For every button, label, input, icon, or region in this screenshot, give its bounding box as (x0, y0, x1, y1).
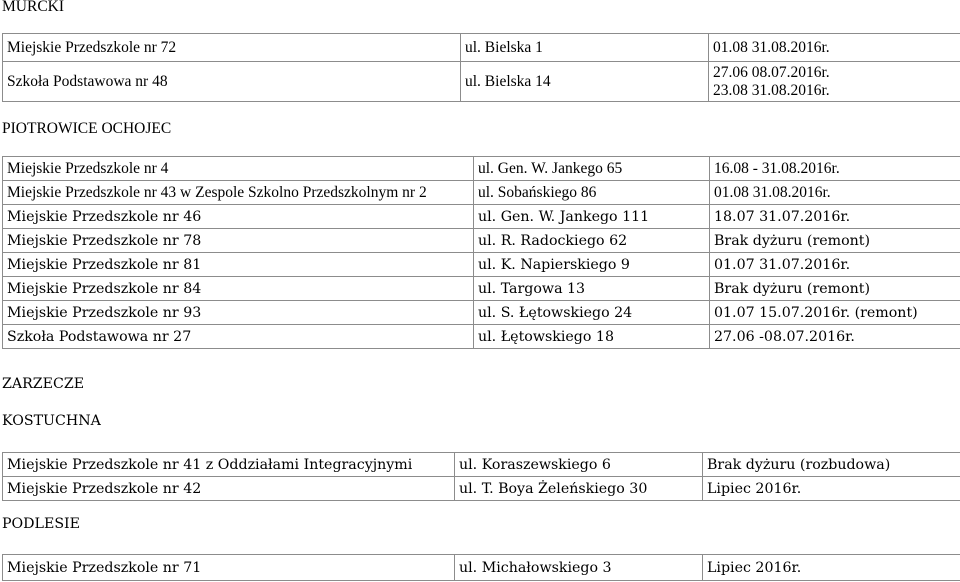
table-podlesie (2, 554, 960, 581)
address: ul. Bielska 1 (461, 34, 709, 62)
duty-period: 16.08 - 31.08.2016r. (710, 157, 960, 181)
institution-name: Miejskie Przedszkole nr 71 (3, 555, 455, 581)
section-title-zarzecze: ZARZECZE (2, 376, 85, 392)
table-row (3, 301, 960, 325)
address: ul. T. Boya Żeleńskiego 30 (455, 477, 703, 501)
address: ul. Gen. W. Jankego 111 (474, 205, 710, 229)
duty-period: Brak dyżuru (remont) (710, 277, 960, 301)
table-kostuchna (2, 452, 960, 501)
institution-name: Miejskie Przedszkole nr 4 (3, 157, 474, 181)
duty-period: 27.06 -08.07.2016r. (710, 325, 960, 349)
table-piotrowice-ochojec (2, 156, 960, 349)
duty-period-line: 23.08 31.08.2016r. (713, 81, 830, 99)
table-row (3, 62, 960, 102)
institution-name: Miejskie Przedszkole nr 43 w Zespole Szkolno Przedszkolnym nr 2 (3, 181, 474, 205)
duty-period-line: 27.06 08.07.2016r. (713, 63, 830, 81)
table-row (3, 229, 960, 253)
duty-period: 01.07 15.07.2016r. (remont) (710, 301, 960, 325)
address: ul. Koraszewskiego 6 (455, 453, 703, 477)
address: ul. R. Radockiego 62 (474, 229, 710, 253)
address: ul. Sobańskiego 86 (474, 181, 710, 205)
table-row (3, 181, 960, 205)
institution-name: Szkoła Podstawowa nr 48 (3, 62, 461, 102)
institution-name: Szkoła Podstawowa nr 27 (3, 325, 474, 349)
table-murcki (2, 33, 960, 102)
table-row (3, 277, 960, 301)
table-row (3, 253, 960, 277)
duty-period: 01.08 31.08.2016r. (709, 34, 960, 62)
duty-period: Lipiec 2016r. (703, 555, 960, 581)
address: ul. S. Łętowskiego 24 (474, 301, 710, 325)
address: ul. Łętowskiego 18 (474, 325, 710, 349)
duty-period: 01.07 31.07.2016r. (710, 253, 960, 277)
institution-name: Miejskie Przedszkole nr 41 z Oddziałami Integracyjnymi (3, 453, 455, 477)
table-row (3, 453, 960, 477)
duty-period: 01.08 31.08.2016r. (710, 181, 960, 205)
institution-name: Miejskie Przedszkole nr 72 (3, 34, 461, 62)
section-title-podlesie: PODLESIE (2, 516, 81, 532)
table-row (3, 157, 960, 181)
address: ul. Bielska 14 (461, 62, 709, 102)
institution-name: Miejskie Przedszkole nr 42 (3, 477, 455, 501)
duty-period (709, 62, 960, 102)
institution-name: Miejskie Przedszkole nr 81 (3, 253, 474, 277)
table-row (3, 555, 960, 581)
section-title-murcki: MURCKI (2, 0, 65, 15)
table-row (3, 205, 960, 229)
section-title-piotrowice-ochojec: PIOTROWICE OCHOJEC (2, 120, 172, 137)
address: ul. Targowa 13 (474, 277, 710, 301)
duty-period: 18.07 31.07.2016r. (710, 205, 960, 229)
institution-name: Miejskie Przedszkole nr 84 (3, 277, 474, 301)
duty-period: Brak dyżuru (remont) (710, 229, 960, 253)
address: ul. K. Napierskiego 9 (474, 253, 710, 277)
institution-name: Miejskie Przedszkole nr 46 (3, 205, 474, 229)
section-title-kostuchna: KOSTUCHNA (2, 413, 101, 429)
institution-name: Miejskie Przedszkole nr 78 (3, 229, 474, 253)
address: ul. Gen. W. Jankego 65 (474, 157, 710, 181)
table-row (3, 325, 960, 349)
table-row (3, 34, 960, 62)
duty-period: Brak dyżuru (rozbudowa) (703, 453, 960, 477)
institution-name: Miejskie Przedszkole nr 93 (3, 301, 474, 325)
table-row (3, 477, 960, 501)
duty-period: Lipiec 2016r. (703, 477, 960, 501)
address: ul. Michałowskiego 3 (455, 555, 703, 581)
